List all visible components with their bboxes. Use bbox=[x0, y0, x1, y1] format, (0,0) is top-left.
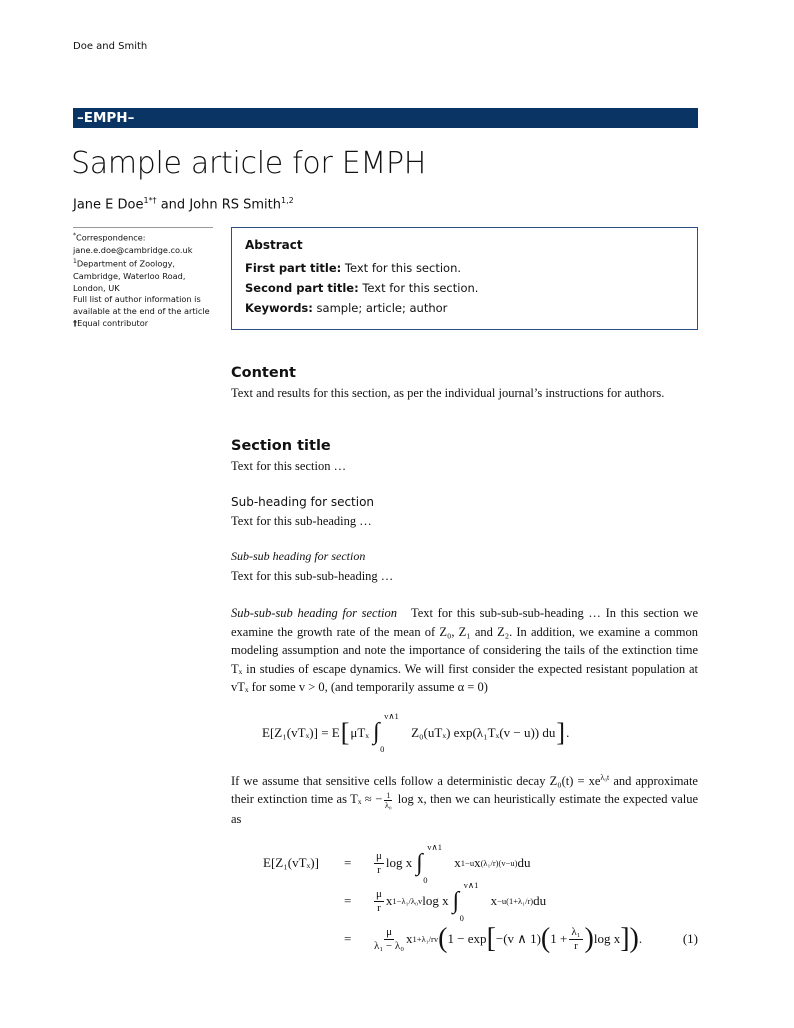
abstract-row-text: Text for this section. bbox=[341, 261, 462, 275]
upper-limit: v∧1 bbox=[384, 711, 399, 721]
exponent: 1−u bbox=[460, 858, 475, 869]
author-name: John RS Smith bbox=[189, 197, 281, 213]
fraction bbox=[374, 850, 384, 877]
correspondence-label: Correspondence: bbox=[76, 232, 146, 243]
numerator: μ bbox=[376, 887, 382, 900]
subsubsubheading: Sub-sub-sub heading for section bbox=[231, 606, 398, 620]
abstract-row bbox=[245, 281, 684, 295]
equation-array bbox=[231, 841, 698, 958]
running-head: Doe and Smith bbox=[73, 41, 148, 52]
bracket: ] bbox=[620, 923, 630, 955]
eq-term: du bbox=[533, 893, 547, 909]
paren: ) bbox=[629, 923, 639, 955]
exponent: −u(1+λ₁/r) bbox=[497, 896, 534, 907]
numerator: μ bbox=[376, 849, 382, 862]
equals: = bbox=[344, 855, 352, 871]
subsubheading-text: Text for this sub-sub-heading … bbox=[231, 569, 394, 583]
equal-contributor-note: Equal contributor bbox=[77, 318, 149, 329]
author-affiliation-mark: 1*† bbox=[143, 196, 157, 205]
equals: = bbox=[344, 893, 352, 909]
integral bbox=[416, 841, 443, 885]
numerator: 1 bbox=[386, 790, 391, 800]
integral-sign: ∫ bbox=[416, 849, 423, 876]
footnote-mark: † bbox=[73, 318, 78, 329]
author-name: Jane E Doe bbox=[73, 197, 144, 213]
eq-term: du bbox=[517, 855, 531, 871]
section-text: Text for this section … bbox=[231, 459, 347, 473]
affiliation: Department of Zoology, Cambridge, Waterloo Road, London, UK bbox=[73, 259, 186, 293]
eq-term: log x bbox=[593, 931, 621, 947]
correspondence-email[interactable]: jane.e.doe@cambridge.co.uk bbox=[73, 244, 193, 255]
eq-lhs: E[Z₁(vTₓ)] = E bbox=[262, 724, 340, 740]
sidebar-divider bbox=[73, 227, 213, 228]
abstract-keywords bbox=[245, 301, 684, 315]
exponent: (λ₁/r)(v−u) bbox=[480, 858, 518, 869]
lower-limit: 0 bbox=[459, 912, 464, 923]
content-text: Text and results for this section, as per the individual journal’s instructions for authors. bbox=[231, 386, 665, 400]
fraction bbox=[569, 926, 582, 953]
fraction bbox=[384, 791, 392, 810]
author-notes bbox=[73, 230, 218, 330]
abstract-row-label: Keywords: bbox=[245, 301, 313, 315]
integral bbox=[452, 879, 479, 923]
author-affiliation-mark: 1,2 bbox=[281, 196, 294, 205]
upper-limit: v∧1 bbox=[427, 841, 443, 852]
subheading-text: Text for this sub-heading … bbox=[231, 514, 372, 528]
exponent: 1+λ₁/rv bbox=[412, 934, 439, 945]
subsubsub-paragraph bbox=[231, 604, 698, 697]
content-heading: Content bbox=[231, 365, 296, 381]
decay-paragraph bbox=[231, 769, 698, 829]
abstract-box bbox=[231, 227, 698, 330]
eq-punct: . bbox=[638, 931, 643, 947]
integral bbox=[373, 711, 399, 754]
equation-lhs: E[Z₁(vTₓ)] bbox=[263, 855, 319, 871]
fraction bbox=[374, 888, 384, 915]
paren: ( bbox=[540, 923, 551, 955]
subheading: Sub-heading for section bbox=[231, 495, 375, 509]
author-info-note: Full list of author information is available at the end of the article bbox=[73, 294, 210, 317]
integral-sign: ∫ bbox=[452, 887, 460, 914]
numerator: μ bbox=[386, 925, 392, 938]
eq-term: log x bbox=[385, 855, 413, 871]
lower-limit: 0 bbox=[423, 874, 428, 885]
footnote-mark: * bbox=[73, 232, 76, 239]
bracket: [ bbox=[486, 923, 496, 955]
abstract-row bbox=[245, 261, 684, 275]
eq-term: x bbox=[454, 855, 461, 871]
exponent: λ₀t bbox=[600, 772, 610, 782]
equation-line-3 bbox=[263, 920, 698, 958]
abstract-heading: Abstract bbox=[245, 238, 303, 252]
upper-limit: v∧1 bbox=[463, 879, 479, 890]
subsubheading: Sub-sub heading for section bbox=[231, 549, 366, 563]
paren: ( bbox=[438, 923, 448, 955]
eq-term: x bbox=[474, 855, 481, 871]
eq-punct: . bbox=[566, 724, 570, 740]
lower-limit: 0 bbox=[380, 744, 385, 754]
abstract-row-label: First part title: bbox=[245, 261, 342, 275]
eq-term: 1 + bbox=[550, 931, 568, 947]
abstract-row-text: sample; article; author bbox=[312, 301, 448, 315]
eq-term: 1 − exp bbox=[447, 931, 487, 947]
denominator: λ₁ − λ₀ bbox=[374, 939, 405, 952]
integral-sign: ∫ bbox=[373, 719, 380, 745]
section-heading: Section title bbox=[231, 438, 331, 454]
equation-line-1 bbox=[263, 841, 698, 885]
paragraph-text: If we assume that sensitive cells follow a deterministic decay Z₀(t) = xe bbox=[231, 773, 601, 788]
fraction bbox=[374, 926, 404, 953]
eq-term: −(v ∧ 1) bbox=[495, 931, 541, 947]
equation-line-2 bbox=[263, 879, 698, 923]
eq-term: μTₓ bbox=[350, 724, 370, 740]
paragraph-text: and approximate their extinction time as Tₓ ≈ − bbox=[231, 773, 698, 807]
eq-term: x bbox=[406, 931, 413, 947]
abstract-row-text: Text for this section. bbox=[358, 281, 479, 295]
numerator: λ₁ bbox=[571, 925, 581, 938]
math-section bbox=[231, 604, 698, 958]
paren: ) bbox=[584, 923, 594, 955]
eq-term: Z₀(uTₓ) exp(λ₁Tₓ(v − u)) du bbox=[411, 724, 556, 740]
author-conjunction: and bbox=[156, 197, 190, 213]
paragraph-text: Text for this sub-sub-sub-heading … In this section we examine the growth rate of the mean of Z₀, Z₁ and Z₂. In addition, we examine a common modeling assumption and note the importance of considering the tails of the extinction time Tₓ in studies of escape dynamics. We will first consider the expected resistant population at vTₓ for some v > 0, (and temporarily assume α = 0) bbox=[231, 606, 698, 694]
exponent: 1−λ₁/λ₀v bbox=[392, 896, 423, 907]
denominator: r bbox=[377, 863, 381, 876]
equals: = bbox=[344, 931, 352, 947]
abstract-row-label: Second part title: bbox=[245, 281, 359, 295]
denominator: r bbox=[574, 939, 578, 952]
denominator: λ₀ bbox=[384, 800, 392, 810]
bracket: [ bbox=[340, 717, 350, 747]
denominator: r bbox=[377, 901, 381, 914]
article-title: Sample article for EMPH bbox=[71, 146, 427, 181]
bracket: ] bbox=[556, 717, 566, 747]
eq-term: x bbox=[385, 893, 393, 909]
paragraph-text: log x, then we can heuristically estimate the expected value as bbox=[231, 792, 699, 826]
journal-banner: –EMPH– bbox=[73, 108, 698, 128]
author-list bbox=[73, 196, 294, 212]
equation-number: (1) bbox=[682, 931, 698, 947]
eq-term: x bbox=[490, 893, 498, 909]
eq-term: log x bbox=[422, 893, 449, 909]
footnote-mark: 1 bbox=[73, 258, 77, 266]
equation-1 bbox=[262, 713, 698, 753]
